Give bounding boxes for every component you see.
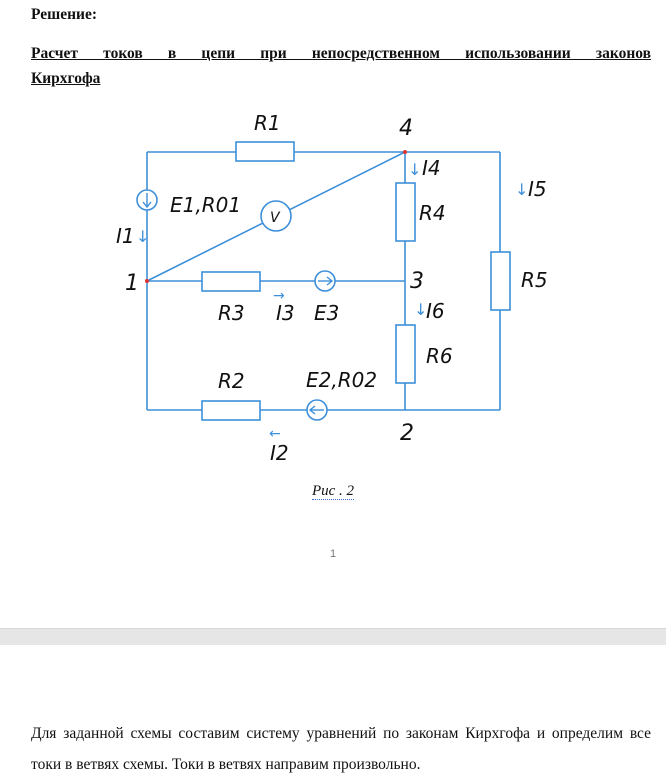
page-number: 1 xyxy=(329,548,337,560)
label-i4: I4 xyxy=(422,156,441,180)
section-title-line1: Расчет токов в цепи при непосредственном использовании законов xyxy=(31,45,651,62)
figure-caption: Рис . 2 xyxy=(311,483,355,499)
resistor-r4 xyxy=(396,183,415,241)
arrow-i3-icon: → xyxy=(273,288,285,304)
label-r3: R3 xyxy=(218,301,245,325)
label-i6: I6 xyxy=(426,299,445,323)
body-paragraph: Для заданной схемы составим систему уравнений по законам Кирхгофа и определим все токи в ветвях схемы. Токи в ветвях направим произвольно. xyxy=(31,725,651,773)
label-i2: I2 xyxy=(270,441,289,465)
resistor-r3 xyxy=(202,272,260,291)
section-title-line2: Кирхгофа xyxy=(31,70,101,87)
resistor-r2 xyxy=(202,401,260,420)
label-i1: I1 xyxy=(116,224,135,248)
resistor-r6 xyxy=(396,325,415,383)
label-r2: R2 xyxy=(218,369,245,393)
source-e1-icon xyxy=(137,190,157,210)
arrow-i2-icon: ← xyxy=(269,426,281,442)
resistor-r1 xyxy=(236,142,294,161)
solution-heading: Решение: xyxy=(31,6,98,23)
label-i3: I3 xyxy=(276,301,295,325)
node-label-2: 2 xyxy=(400,421,414,446)
node-label-1: 1 xyxy=(125,271,139,296)
label-e3: E3 xyxy=(314,301,340,325)
node-1 xyxy=(145,279,149,283)
node-4 xyxy=(403,150,407,154)
source-e2-icon xyxy=(307,400,327,420)
label-i5: I5 xyxy=(528,177,547,201)
label-e1: E1,R01 xyxy=(170,193,242,217)
label-r1: R1 xyxy=(254,111,281,135)
arrow-i4-icon: ↓ xyxy=(408,160,422,179)
label-e2: E2,R02 xyxy=(306,368,378,392)
resistor-r5 xyxy=(491,252,510,310)
node-label-3: 3 xyxy=(410,269,424,294)
voltmeter-icon xyxy=(261,201,291,231)
node-label-4: 4 xyxy=(399,116,413,141)
circuit-diagram xyxy=(0,100,666,480)
label-r6: R6 xyxy=(426,344,453,368)
arrow-i1-icon: ↓ xyxy=(136,227,150,246)
label-r5: R5 xyxy=(521,268,548,292)
label-r4: R4 xyxy=(419,201,446,225)
arrow-i6-icon: ↓ xyxy=(414,300,428,319)
arrow-i5-icon: ↓ xyxy=(515,180,529,199)
document-page-2 xyxy=(0,645,666,775)
source-e3-icon xyxy=(315,271,335,291)
svg-text:V: V xyxy=(270,210,280,226)
page-separator xyxy=(0,628,666,646)
